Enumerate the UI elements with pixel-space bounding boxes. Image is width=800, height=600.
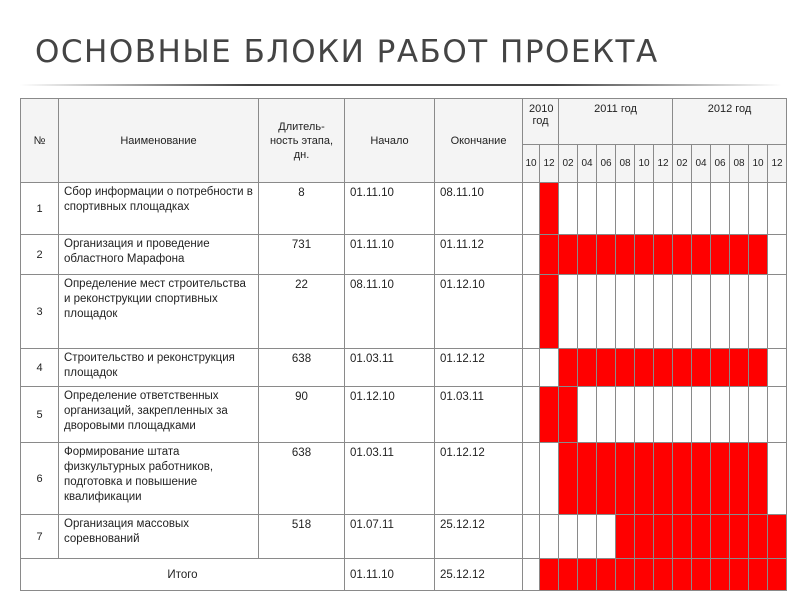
gantt-bar-cell [768,559,787,591]
table-row [21,387,787,443]
task-duration: 22 [259,275,345,349]
gantt-empty-cell [523,275,540,349]
gantt-empty-cell [711,183,730,235]
gantt-bar-cell [749,515,768,559]
page-title: ОСНОВНЫЕ БЛОКИ РАБОТ ПРОЕКТА [35,34,659,70]
gantt-empty-cell [768,183,787,235]
task-name: Строительство и реконструкция площадок [59,349,259,387]
gantt-bar-cell [654,443,673,515]
gantt-bar-cell [597,559,616,591]
gantt-empty-cell [523,349,540,387]
task-end: 01.12.12 [435,443,523,515]
table-row [21,183,787,235]
gantt-empty-cell [635,275,654,349]
total-label: Итого [21,559,345,591]
gantt-bar-cell [730,443,749,515]
gantt-empty-cell [523,443,540,515]
table-row [21,443,787,515]
gantt-empty-cell [523,559,540,591]
gantt-table [20,98,787,591]
gantt-bar-cell [578,235,597,275]
gantt-bar-cell [692,235,711,275]
gantt-empty-cell [597,275,616,349]
header-month: 06 [597,145,616,183]
gantt-bar-cell [730,349,749,387]
task-name: Сбор информации о потребности в спортивных площадках [59,183,259,235]
gantt-bar-cell [578,559,597,591]
task-duration: 638 [259,443,345,515]
task-end: 08.11.10 [435,183,523,235]
gantt-empty-cell [654,275,673,349]
task-duration: 731 [259,235,345,275]
gantt-bar-cell [559,235,578,275]
gantt-empty-cell [673,275,692,349]
gantt-empty-cell [559,275,578,349]
gantt-bar-cell [673,559,692,591]
gantt-bar-cell [654,559,673,591]
gantt-bar-cell [749,235,768,275]
gantt-empty-cell [711,387,730,443]
total-start: 01.11.10 [345,559,435,591]
task-end: 01.12.12 [435,349,523,387]
gantt-empty-cell [673,183,692,235]
header-year-2012: 2012 год [673,99,787,145]
gantt-empty-cell [768,235,787,275]
gantt-bar-cell [540,235,559,275]
gantt-bar-cell [749,349,768,387]
task-end: 01.12.10 [435,275,523,349]
gantt-bar-cell [711,559,730,591]
gantt-empty-cell [616,183,635,235]
gantt-empty-cell [692,275,711,349]
gantt-bar-cell [559,349,578,387]
gantt-empty-cell [616,275,635,349]
gantt-bar-cell [540,275,559,349]
gantt-bar-cell [692,349,711,387]
gantt-bar-cell [673,443,692,515]
header-month: 10 [635,145,654,183]
gantt-bar-cell [711,443,730,515]
task-name: Формирование штата физкультурных работников, подготовка и повышение квалификации [59,443,259,515]
header-start: Начало [345,99,435,183]
gantt-empty-cell [616,387,635,443]
gantt-bar-cell [616,515,635,559]
task-start: 01.03.11 [345,349,435,387]
task-duration: 90 [259,387,345,443]
task-end: 25.12.12 [435,515,523,559]
gantt-empty-cell [768,275,787,349]
gantt-bar-cell [730,515,749,559]
gantt-empty-cell [597,387,616,443]
gantt-empty-cell [673,387,692,443]
header-month: 06 [711,145,730,183]
gantt-empty-cell [654,387,673,443]
gantt-bar-cell [559,559,578,591]
gantt-bar-cell [616,443,635,515]
task-start: 01.11.10 [345,183,435,235]
row-number: 3 [21,275,59,349]
task-end: 01.03.11 [435,387,523,443]
gantt-empty-cell [523,515,540,559]
gantt-empty-cell [578,275,597,349]
gantt-empty-cell [578,387,597,443]
gantt-bar-cell [692,515,711,559]
header-month: 02 [559,145,578,183]
gantt-bar-cell [673,349,692,387]
header-month: 08 [730,145,749,183]
total-row [21,559,787,591]
header-duration: Длитель-ность этапа, дн. [259,99,345,183]
gantt-empty-cell [635,387,654,443]
gantt-empty-cell [578,183,597,235]
gantt-empty-cell [749,183,768,235]
gantt-bar-cell [730,235,749,275]
title-divider [20,84,782,86]
gantt-empty-cell [597,183,616,235]
task-duration: 518 [259,515,345,559]
gantt-bar-cell [578,349,597,387]
gantt-bar-cell [749,559,768,591]
gantt-empty-cell [768,443,787,515]
row-number: 7 [21,515,59,559]
gantt-bar-cell [730,559,749,591]
gantt-bar-cell [540,387,559,443]
gantt-empty-cell [749,387,768,443]
table-row [21,275,787,349]
gantt-bar-cell [711,515,730,559]
table-row [21,515,787,559]
header-month: 08 [616,145,635,183]
task-duration: 8 [259,183,345,235]
gantt-bar-cell [673,235,692,275]
gantt-empty-cell [540,349,559,387]
task-start: 01.07.11 [345,515,435,559]
gantt-bar-cell [654,515,673,559]
header-year-2011: 2011 год [559,99,673,145]
table-row [21,235,787,275]
gantt-empty-cell [523,235,540,275]
gantt-bar-cell [597,235,616,275]
total-end: 25.12.12 [435,559,523,591]
row-number: 6 [21,443,59,515]
gantt-empty-cell [523,183,540,235]
gantt-bar-cell [768,515,787,559]
gantt-empty-cell [635,183,654,235]
gantt-bar-cell [692,559,711,591]
gantt-empty-cell [692,387,711,443]
gantt-bar-cell [711,235,730,275]
gantt-empty-cell [654,183,673,235]
gantt-empty-cell [578,515,597,559]
header-month: 10 [749,145,768,183]
gantt-bar-cell [597,443,616,515]
gantt-empty-cell [597,515,616,559]
task-start: 01.12.10 [345,387,435,443]
gantt-bar-cell [635,559,654,591]
header-month: 12 [540,145,559,183]
table-row [21,349,787,387]
gantt-empty-cell [730,387,749,443]
gantt-bar-cell [616,349,635,387]
header-name: Наименование [59,99,259,183]
gantt-empty-cell [768,349,787,387]
gantt-bar-cell [692,443,711,515]
gantt-empty-cell [730,183,749,235]
gantt-empty-cell [730,275,749,349]
gantt-empty-cell [768,387,787,443]
gantt-bar-cell [578,443,597,515]
gantt-bar-cell [540,183,559,235]
gantt-bar-cell [673,515,692,559]
gantt-bar-cell [654,349,673,387]
gantt-bar-cell [635,235,654,275]
gantt-bar-cell [616,235,635,275]
task-start: 01.03.11 [345,443,435,515]
row-number: 4 [21,349,59,387]
gantt-empty-cell [749,275,768,349]
gantt-empty-cell [540,515,559,559]
header-end: Окончание [435,99,523,183]
task-name: Определение ответственных организаций, закрепленных за дворовыми площадками [59,387,259,443]
task-name: Организация и проведение областного Марафона [59,235,259,275]
task-start: 08.11.10 [345,275,435,349]
gantt-bar-cell [616,559,635,591]
gantt-empty-cell [711,275,730,349]
gantt-bar-cell [559,387,578,443]
header-year-2010: 2010 год [523,99,559,145]
gantt-empty-cell [559,515,578,559]
header-month: 10 [523,145,540,183]
gantt-bar-cell [635,515,654,559]
header-month: 12 [768,145,787,183]
gantt-bar-cell [711,349,730,387]
gantt-bar-cell [559,443,578,515]
gantt-bar-cell [540,559,559,591]
task-end: 01.11.12 [435,235,523,275]
gantt-bar-cell [654,235,673,275]
header-number: № [21,99,59,183]
row-number: 2 [21,235,59,275]
gantt-empty-cell [540,443,559,515]
task-name: Организация массовых соревнований [59,515,259,559]
header-month: 04 [692,145,711,183]
row-number: 5 [21,387,59,443]
gantt-empty-cell [692,183,711,235]
header-month: 02 [673,145,692,183]
gantt-bar-cell [749,443,768,515]
gantt-empty-cell [559,183,578,235]
gantt-bar-cell [635,443,654,515]
gantt-empty-cell [523,387,540,443]
gantt-bar-cell [635,349,654,387]
row-number: 1 [21,183,59,235]
header-month: 12 [654,145,673,183]
task-name: Определение мест строительства и реконструкции спортивных площадок [59,275,259,349]
gantt-bar-cell [597,349,616,387]
task-start: 01.11.10 [345,235,435,275]
task-duration: 638 [259,349,345,387]
header-month: 04 [578,145,597,183]
